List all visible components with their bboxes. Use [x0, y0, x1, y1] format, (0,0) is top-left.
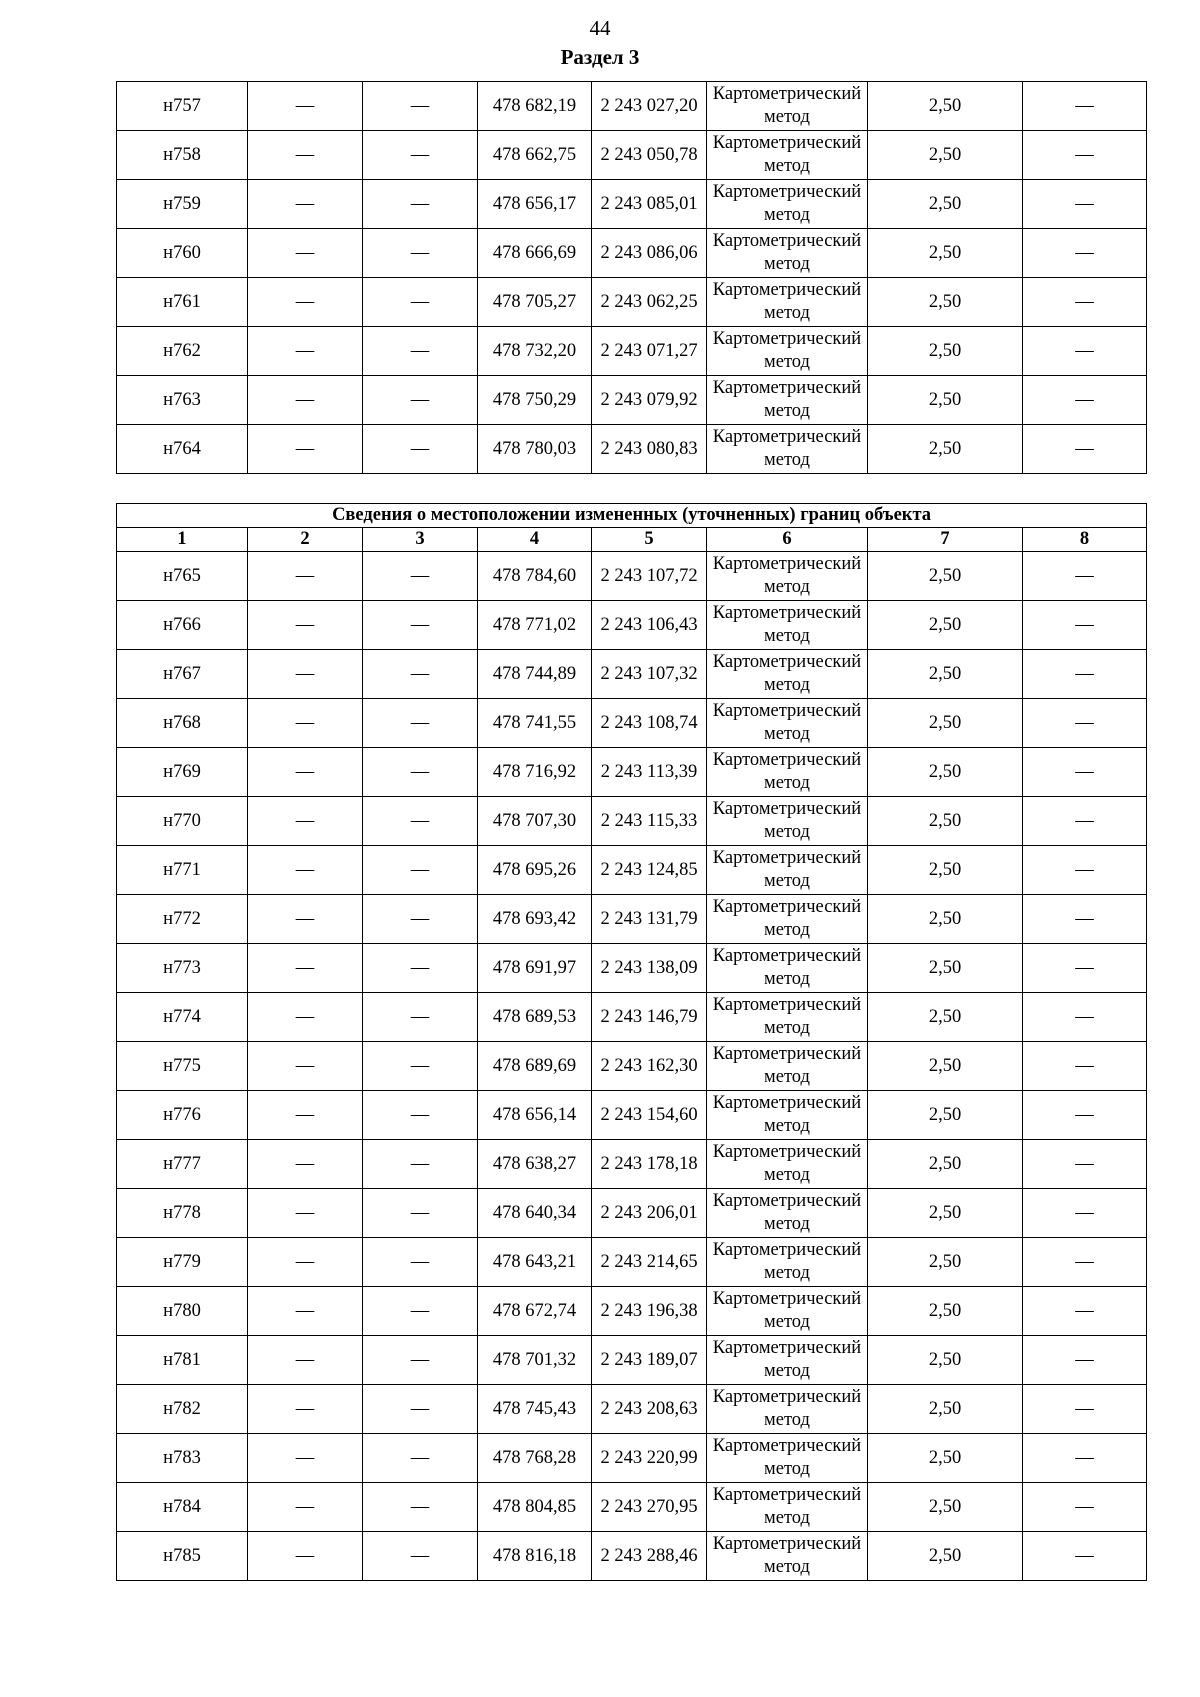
column-3-cell: —: [363, 1385, 478, 1434]
point-number-cell: н777: [117, 1140, 248, 1189]
column-2-cell: —: [248, 748, 363, 797]
method-cell: Картометрический метод: [707, 1238, 868, 1287]
table-row: [117, 1189, 1147, 1238]
precision-cell: 2,50: [868, 699, 1023, 748]
column-2-cell: —: [248, 1042, 363, 1091]
column-2-cell: —: [248, 1532, 363, 1581]
column-8-cell: —: [1023, 229, 1147, 278]
point-number-cell: н781: [117, 1336, 248, 1385]
point-number-cell: н762: [117, 327, 248, 376]
column-8-cell: —: [1023, 425, 1147, 474]
column-2-cell: —: [248, 327, 363, 376]
x-coordinate-cell: 478 640,34: [478, 1189, 592, 1238]
precision-cell: 2,50: [868, 180, 1023, 229]
y-coordinate-cell: 2 243 071,27: [592, 327, 707, 376]
table-row: [117, 797, 1147, 846]
precision-cell: 2,50: [868, 131, 1023, 180]
column-3-cell: —: [363, 944, 478, 993]
table-row: [117, 1091, 1147, 1140]
column-3-cell: —: [363, 797, 478, 846]
table-row: [117, 180, 1147, 229]
point-number-cell: н760: [117, 229, 248, 278]
column-8-cell: —: [1023, 944, 1147, 993]
method-cell: Картометрический метод: [707, 797, 868, 846]
point-number-cell: н758: [117, 131, 248, 180]
column-2-cell: —: [248, 1140, 363, 1189]
column-2-cell: —: [248, 278, 363, 327]
column-2-cell: —: [248, 601, 363, 650]
method-cell: Картометрический метод: [707, 425, 868, 474]
column-3-cell: —: [363, 1091, 478, 1140]
y-coordinate-cell: 2 243 162,30: [592, 1042, 707, 1091]
column-2-cell: —: [248, 895, 363, 944]
y-coordinate-cell: 2 243 080,83: [592, 425, 707, 474]
column-8-cell: —: [1023, 846, 1147, 895]
method-cell: Картометрический метод: [707, 1140, 868, 1189]
column-8-cell: —: [1023, 82, 1147, 131]
x-coordinate-cell: 478 741,55: [478, 699, 592, 748]
method-cell: Картометрический метод: [707, 944, 868, 993]
method-cell: Картометрический метод: [707, 1287, 868, 1336]
point-number-cell: н780: [117, 1287, 248, 1336]
column-8-cell: —: [1023, 278, 1147, 327]
column-3-cell: —: [363, 650, 478, 699]
column-3-cell: —: [363, 748, 478, 797]
y-coordinate-cell: 2 243 270,95: [592, 1483, 707, 1532]
column-2-cell: —: [248, 82, 363, 131]
y-coordinate-cell: 2 243 146,79: [592, 993, 707, 1042]
column-number: 7: [868, 528, 1023, 552]
precision-cell: 2,50: [868, 1238, 1023, 1287]
table-row: [117, 748, 1147, 797]
y-coordinate-cell: 2 243 124,85: [592, 846, 707, 895]
point-number-cell: н768: [117, 699, 248, 748]
precision-cell: 2,50: [868, 895, 1023, 944]
table-row: [117, 1385, 1147, 1434]
page-number: 44: [589, 16, 611, 40]
method-cell: Картометрический метод: [707, 1336, 868, 1385]
column-2-cell: —: [248, 376, 363, 425]
table-row: [117, 1434, 1147, 1483]
table-row: [117, 1532, 1147, 1581]
x-coordinate-cell: 478 656,14: [478, 1091, 592, 1140]
y-coordinate-cell: 2 243 189,07: [592, 1336, 707, 1385]
table-row: [117, 699, 1147, 748]
x-coordinate-cell: 478 643,21: [478, 1238, 592, 1287]
method-cell: Картометрический метод: [707, 699, 868, 748]
table2-body: [117, 552, 1147, 1581]
x-coordinate-cell: 478 682,19: [478, 82, 592, 131]
point-number-cell: н759: [117, 180, 248, 229]
table-row: [117, 425, 1147, 474]
x-coordinate-cell: 478 816,18: [478, 1532, 592, 1581]
point-number-cell: н771: [117, 846, 248, 895]
column-3-cell: —: [363, 1238, 478, 1287]
precision-cell: 2,50: [868, 1434, 1023, 1483]
column-2-cell: —: [248, 699, 363, 748]
column-8-cell: —: [1023, 1532, 1147, 1581]
y-coordinate-cell: 2 243 196,38: [592, 1287, 707, 1336]
point-number-cell: н784: [117, 1483, 248, 1532]
precision-cell: 2,50: [868, 1483, 1023, 1532]
method-cell: Картометрический метод: [707, 895, 868, 944]
y-coordinate-cell: 2 243 107,72: [592, 552, 707, 601]
point-number-cell: н764: [117, 425, 248, 474]
precision-cell: 2,50: [868, 993, 1023, 1042]
table-row: [117, 1483, 1147, 1532]
column-8-cell: —: [1023, 376, 1147, 425]
column-3-cell: —: [363, 376, 478, 425]
precision-cell: 2,50: [868, 1385, 1023, 1434]
column-3-cell: —: [363, 180, 478, 229]
table-row: [117, 278, 1147, 327]
x-coordinate-cell: 478 732,20: [478, 327, 592, 376]
column-2-cell: —: [248, 650, 363, 699]
x-coordinate-cell: 478 689,69: [478, 1042, 592, 1091]
point-number-cell: н778: [117, 1189, 248, 1238]
column-8-cell: —: [1023, 131, 1147, 180]
column-8-cell: —: [1023, 1336, 1147, 1385]
changed-boundaries-table: [116, 503, 1147, 1581]
x-coordinate-cell: 478 716,92: [478, 748, 592, 797]
method-cell: Картометрический метод: [707, 1434, 868, 1483]
y-coordinate-cell: 2 243 113,39: [592, 748, 707, 797]
x-coordinate-cell: 478 693,42: [478, 895, 592, 944]
column-8-cell: —: [1023, 699, 1147, 748]
column-8-cell: —: [1023, 1189, 1147, 1238]
column-2-cell: —: [248, 1189, 363, 1238]
table-row: [117, 229, 1147, 278]
column-8-cell: —: [1023, 650, 1147, 699]
y-coordinate-cell: 2 243 106,43: [592, 601, 707, 650]
precision-cell: 2,50: [868, 1042, 1023, 1091]
x-coordinate-cell: 478 705,27: [478, 278, 592, 327]
y-coordinate-cell: 2 243 131,79: [592, 895, 707, 944]
column-2-cell: —: [248, 1091, 363, 1140]
point-number-cell: н782: [117, 1385, 248, 1434]
x-coordinate-cell: 478 744,89: [478, 650, 592, 699]
y-coordinate-cell: 2 243 138,09: [592, 944, 707, 993]
column-number: 1: [117, 528, 248, 552]
precision-cell: 2,50: [868, 846, 1023, 895]
table1-body: [117, 82, 1147, 474]
x-coordinate-cell: 478 701,32: [478, 1336, 592, 1385]
precision-cell: 2,50: [868, 1532, 1023, 1581]
precision-cell: 2,50: [868, 229, 1023, 278]
table-row: [117, 1140, 1147, 1189]
column-3-cell: —: [363, 229, 478, 278]
column-8-cell: —: [1023, 1042, 1147, 1091]
column-2-cell: —: [248, 1287, 363, 1336]
precision-cell: 2,50: [868, 82, 1023, 131]
y-coordinate-cell: 2 243 027,20: [592, 82, 707, 131]
column-8-cell: —: [1023, 748, 1147, 797]
column-3-cell: —: [363, 1140, 478, 1189]
method-cell: Картометрический метод: [707, 180, 868, 229]
column-number: 8: [1023, 528, 1147, 552]
table-row: [117, 1042, 1147, 1091]
table-row: [117, 1336, 1147, 1385]
x-coordinate-cell: 478 672,74: [478, 1287, 592, 1336]
column-8-cell: —: [1023, 1091, 1147, 1140]
x-coordinate-cell: 478 666,69: [478, 229, 592, 278]
column-2-cell: —: [248, 1238, 363, 1287]
point-number-cell: н779: [117, 1238, 248, 1287]
point-number-cell: н761: [117, 278, 248, 327]
column-3-cell: —: [363, 425, 478, 474]
column-8-cell: —: [1023, 1140, 1147, 1189]
column-8-cell: —: [1023, 601, 1147, 650]
column-2-cell: —: [248, 846, 363, 895]
point-number-cell: н757: [117, 82, 248, 131]
x-coordinate-cell: 478 707,30: [478, 797, 592, 846]
point-number-cell: н763: [117, 376, 248, 425]
table-row: [117, 650, 1147, 699]
point-number-cell: н769: [117, 748, 248, 797]
method-cell: Картометрический метод: [707, 1532, 868, 1581]
x-coordinate-cell: 478 750,29: [478, 376, 592, 425]
table-row: [117, 376, 1147, 425]
column-8-cell: —: [1023, 895, 1147, 944]
method-cell: Картометрический метод: [707, 993, 868, 1042]
point-number-cell: н783: [117, 1434, 248, 1483]
column-2-cell: —: [248, 944, 363, 993]
point-number-cell: н765: [117, 552, 248, 601]
x-coordinate-cell: 478 691,97: [478, 944, 592, 993]
column-8-cell: —: [1023, 552, 1147, 601]
method-cell: Картометрический метод: [707, 748, 868, 797]
column-3-cell: —: [363, 82, 478, 131]
table-caption-row: [117, 504, 1147, 528]
column-3-cell: —: [363, 1336, 478, 1385]
coordinates-table-continued: [116, 81, 1147, 474]
column-number: 3: [363, 528, 478, 552]
method-cell: Картометрический метод: [707, 131, 868, 180]
y-coordinate-cell: 2 243 208,63: [592, 1385, 707, 1434]
x-coordinate-cell: 478 771,02: [478, 601, 592, 650]
y-coordinate-cell: 2 243 079,92: [592, 376, 707, 425]
table-caption: Сведения о местоположении измененных (уточненных) границ объекта: [117, 504, 1147, 528]
column-2-cell: —: [248, 552, 363, 601]
column-8-cell: —: [1023, 180, 1147, 229]
method-cell: Картометрический метод: [707, 601, 868, 650]
method-cell: Картометрический метод: [707, 846, 868, 895]
point-number-cell: н766: [117, 601, 248, 650]
column-3-cell: —: [363, 993, 478, 1042]
precision-cell: 2,50: [868, 1140, 1023, 1189]
x-coordinate-cell: 478 745,43: [478, 1385, 592, 1434]
column-2-cell: —: [248, 1336, 363, 1385]
column-8-cell: —: [1023, 797, 1147, 846]
point-number-cell: н775: [117, 1042, 248, 1091]
column-3-cell: —: [363, 1483, 478, 1532]
precision-cell: 2,50: [868, 944, 1023, 993]
column-2-cell: —: [248, 1434, 363, 1483]
precision-cell: 2,50: [868, 376, 1023, 425]
column-2-cell: —: [248, 131, 363, 180]
column-3-cell: —: [363, 601, 478, 650]
table-row: [117, 1287, 1147, 1336]
column-8-cell: —: [1023, 1238, 1147, 1287]
method-cell: Картометрический метод: [707, 82, 868, 131]
column-8-cell: —: [1023, 1287, 1147, 1336]
column-number: 2: [248, 528, 363, 552]
precision-cell: 2,50: [868, 1091, 1023, 1140]
x-coordinate-cell: 478 780,03: [478, 425, 592, 474]
precision-cell: 2,50: [868, 748, 1023, 797]
precision-cell: 2,50: [868, 650, 1023, 699]
column-3-cell: —: [363, 131, 478, 180]
column-2-cell: —: [248, 180, 363, 229]
column-number: 6: [707, 528, 868, 552]
point-number-cell: н774: [117, 993, 248, 1042]
column-8-cell: —: [1023, 1483, 1147, 1532]
column-2-cell: —: [248, 1483, 363, 1532]
precision-cell: 2,50: [868, 797, 1023, 846]
y-coordinate-cell: 2 243 220,99: [592, 1434, 707, 1483]
method-cell: Картометрический метод: [707, 376, 868, 425]
table-row: [117, 601, 1147, 650]
y-coordinate-cell: 2 243 062,25: [592, 278, 707, 327]
table-row: [117, 846, 1147, 895]
method-cell: Картометрический метод: [707, 552, 868, 601]
y-coordinate-cell: 2 243 206,01: [592, 1189, 707, 1238]
method-cell: Картометрический метод: [707, 650, 868, 699]
precision-cell: 2,50: [868, 278, 1023, 327]
column-3-cell: —: [363, 895, 478, 944]
table-row: [117, 944, 1147, 993]
x-coordinate-cell: 478 662,75: [478, 131, 592, 180]
x-coordinate-cell: 478 768,28: [478, 1434, 592, 1483]
column-3-cell: —: [363, 327, 478, 376]
method-cell: Картометрический метод: [707, 229, 868, 278]
column-3-cell: —: [363, 1189, 478, 1238]
column-3-cell: —: [363, 1287, 478, 1336]
precision-cell: 2,50: [868, 1189, 1023, 1238]
column-number: 4: [478, 528, 592, 552]
point-number-cell: н773: [117, 944, 248, 993]
precision-cell: 2,50: [868, 552, 1023, 601]
precision-cell: 2,50: [868, 1336, 1023, 1385]
precision-cell: 2,50: [868, 327, 1023, 376]
column-2-cell: —: [248, 229, 363, 278]
y-coordinate-cell: 2 243 107,32: [592, 650, 707, 699]
x-coordinate-cell: 478 656,17: [478, 180, 592, 229]
section-title: Раздел 3: [560, 45, 640, 69]
method-cell: Картометрический метод: [707, 1091, 868, 1140]
column-3-cell: —: [363, 552, 478, 601]
method-cell: Картометрический метод: [707, 278, 868, 327]
method-cell: Картометрический метод: [707, 1042, 868, 1091]
table-row: [117, 1238, 1147, 1287]
x-coordinate-cell: 478 784,60: [478, 552, 592, 601]
column-3-cell: —: [363, 699, 478, 748]
table-row: [117, 327, 1147, 376]
x-coordinate-cell: 478 804,85: [478, 1483, 592, 1532]
method-cell: Картометрический метод: [707, 1189, 868, 1238]
column-2-cell: —: [248, 797, 363, 846]
column-3-cell: —: [363, 1042, 478, 1091]
precision-cell: 2,50: [868, 425, 1023, 474]
table-row: [117, 895, 1147, 944]
y-coordinate-cell: 2 243 214,65: [592, 1238, 707, 1287]
column-8-cell: —: [1023, 993, 1147, 1042]
column-3-cell: —: [363, 846, 478, 895]
x-coordinate-cell: 478 695,26: [478, 846, 592, 895]
point-number-cell: н776: [117, 1091, 248, 1140]
method-cell: Картометрический метод: [707, 1385, 868, 1434]
y-coordinate-cell: 2 243 288,46: [592, 1532, 707, 1581]
point-number-cell: н772: [117, 895, 248, 944]
column-8-cell: —: [1023, 1434, 1147, 1483]
column-3-cell: —: [363, 1532, 478, 1581]
x-coordinate-cell: 478 689,53: [478, 993, 592, 1042]
precision-cell: 2,50: [868, 1287, 1023, 1336]
column-number-row: [117, 528, 1147, 552]
column-2-cell: —: [248, 425, 363, 474]
point-number-cell: н785: [117, 1532, 248, 1581]
table-row: [117, 131, 1147, 180]
y-coordinate-cell: 2 243 050,78: [592, 131, 707, 180]
y-coordinate-cell: 2 243 085,01: [592, 180, 707, 229]
y-coordinate-cell: 2 243 115,33: [592, 797, 707, 846]
column-8-cell: —: [1023, 1385, 1147, 1434]
point-number-cell: н770: [117, 797, 248, 846]
table-row: [117, 552, 1147, 601]
column-2-cell: —: [248, 993, 363, 1042]
column-8-cell: —: [1023, 327, 1147, 376]
point-number-cell: н767: [117, 650, 248, 699]
y-coordinate-cell: 2 243 086,06: [592, 229, 707, 278]
y-coordinate-cell: 2 243 178,18: [592, 1140, 707, 1189]
precision-cell: 2,50: [868, 601, 1023, 650]
method-cell: Картометрический метод: [707, 327, 868, 376]
y-coordinate-cell: 2 243 154,60: [592, 1091, 707, 1140]
column-2-cell: —: [248, 1385, 363, 1434]
table-row: [117, 993, 1147, 1042]
table-row: [117, 82, 1147, 131]
method-cell: Картометрический метод: [707, 1483, 868, 1532]
x-coordinate-cell: 478 638,27: [478, 1140, 592, 1189]
column-3-cell: —: [363, 1434, 478, 1483]
y-coordinate-cell: 2 243 108,74: [592, 699, 707, 748]
column-3-cell: —: [363, 278, 478, 327]
column-number: 5: [592, 528, 707, 552]
